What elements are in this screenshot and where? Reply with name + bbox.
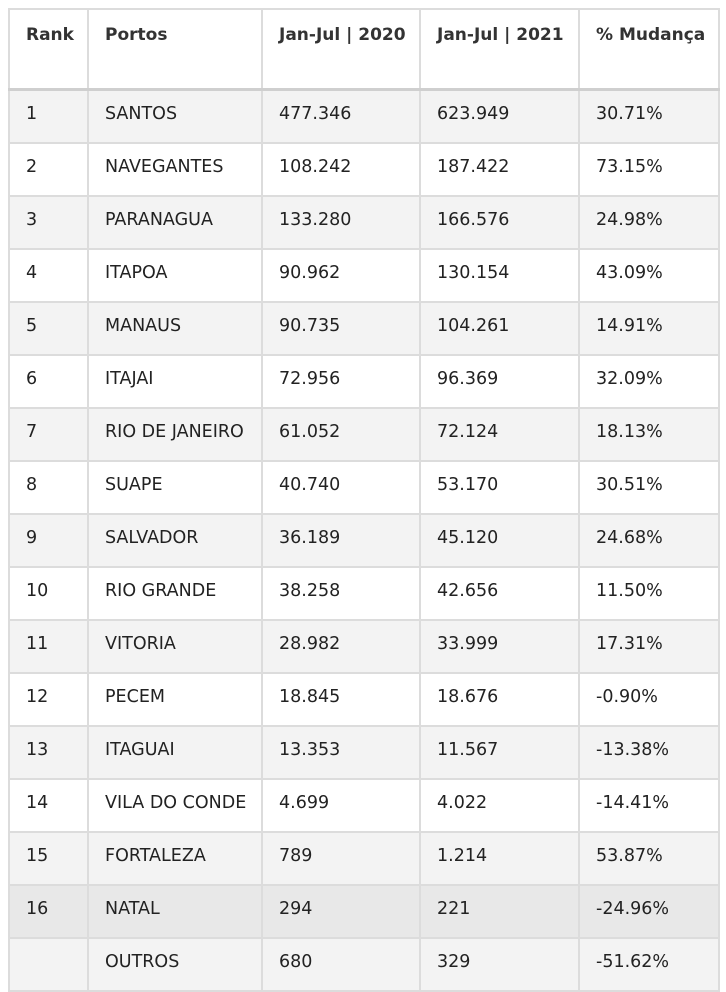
table-header [9, 9, 719, 90]
rank-cell: 16 [9, 885, 88, 938]
value-2020-cell: 680 [262, 938, 420, 991]
port-cell: ITAJAI [88, 355, 262, 408]
value-2020-cell: 38.258 [262, 567, 420, 620]
port-cell: OUTROS [88, 938, 262, 991]
header-rank: Rank [9, 9, 88, 90]
table-row [9, 408, 719, 461]
change-cell: 53.87% [579, 832, 719, 885]
value-2020-cell: 90.962 [262, 249, 420, 302]
value-2021-cell: 45.120 [420, 514, 579, 567]
value-2020-cell: 72.956 [262, 355, 420, 408]
value-2021-cell: 104.261 [420, 302, 579, 355]
value-2020-cell: 294 [262, 885, 420, 938]
change-cell: 73.15% [579, 143, 719, 196]
rank-cell: 11 [9, 620, 88, 673]
table-row [9, 620, 719, 673]
header-2021: Jan-Jul | 2021 [420, 9, 579, 90]
rank-cell: 12 [9, 673, 88, 726]
value-2021-cell: 72.124 [420, 408, 579, 461]
change-cell: 32.09% [579, 355, 719, 408]
value-2021-cell: 187.422 [420, 143, 579, 196]
rank-cell: 8 [9, 461, 88, 514]
table-row [9, 143, 719, 196]
port-cell: ITAPOA [88, 249, 262, 302]
table-row [9, 302, 719, 355]
value-2021-cell: 166.576 [420, 196, 579, 249]
rank-cell: 5 [9, 302, 88, 355]
table-body [9, 90, 719, 992]
change-cell: 17.31% [579, 620, 719, 673]
value-2020-cell: 789 [262, 832, 420, 885]
value-2021-cell: 96.369 [420, 355, 579, 408]
table-row [9, 938, 719, 991]
port-cell: NAVEGANTES [88, 143, 262, 196]
table-row [9, 726, 719, 779]
change-cell: -14.41% [579, 779, 719, 832]
header-2020: Jan-Jul | 2020 [262, 9, 420, 90]
rank-cell [9, 938, 88, 991]
port-cell: NATAL [88, 885, 262, 938]
table-row [9, 249, 719, 302]
change-cell: 30.51% [579, 461, 719, 514]
port-cell: PECEM [88, 673, 262, 726]
table-row [9, 832, 719, 885]
header-change: % Mudança [579, 9, 719, 90]
value-2020-cell: 4.699 [262, 779, 420, 832]
port-cell: VILA DO CONDE [88, 779, 262, 832]
value-2021-cell: 18.676 [420, 673, 579, 726]
change-cell: -51.62% [579, 938, 719, 991]
change-cell: 24.98% [579, 196, 719, 249]
change-cell: 24.68% [579, 514, 719, 567]
rank-cell: 1 [9, 90, 88, 144]
header-port: Portos [88, 9, 262, 90]
value-2020-cell: 18.845 [262, 673, 420, 726]
value-2020-cell: 13.353 [262, 726, 420, 779]
table-row [9, 355, 719, 408]
table-row [9, 885, 719, 938]
table-row [9, 514, 719, 567]
rank-cell: 2 [9, 143, 88, 196]
port-cell: SALVADOR [88, 514, 262, 567]
value-2021-cell: 130.154 [420, 249, 579, 302]
rank-cell: 14 [9, 779, 88, 832]
table-row [9, 779, 719, 832]
value-2021-cell: 329 [420, 938, 579, 991]
value-2021-cell: 11.567 [420, 726, 579, 779]
value-2021-cell: 623.949 [420, 90, 579, 144]
value-2020-cell: 108.242 [262, 143, 420, 196]
header-row [9, 9, 719, 90]
value-2021-cell: 4.022 [420, 779, 579, 832]
port-cell: RIO GRANDE [88, 567, 262, 620]
rank-cell: 7 [9, 408, 88, 461]
port-cell: ITAGUAI [88, 726, 262, 779]
ports-ranking-table [8, 8, 720, 992]
table-row [9, 567, 719, 620]
value-2021-cell: 221 [420, 885, 579, 938]
value-2020-cell: 40.740 [262, 461, 420, 514]
value-2020-cell: 61.052 [262, 408, 420, 461]
change-cell: -13.38% [579, 726, 719, 779]
change-cell: -0.90% [579, 673, 719, 726]
rank-cell: 15 [9, 832, 88, 885]
port-cell: RIO DE JANEIRO [88, 408, 262, 461]
port-cell: SUAPE [88, 461, 262, 514]
table-row [9, 90, 719, 144]
table-row [9, 461, 719, 514]
change-cell: 18.13% [579, 408, 719, 461]
ports-table-container [8, 8, 718, 992]
change-cell: 43.09% [579, 249, 719, 302]
change-cell: 30.71% [579, 90, 719, 144]
value-2020-cell: 477.346 [262, 90, 420, 144]
rank-cell: 10 [9, 567, 88, 620]
port-cell: VITORIA [88, 620, 262, 673]
port-cell: MANAUS [88, 302, 262, 355]
value-2021-cell: 1.214 [420, 832, 579, 885]
value-2020-cell: 28.982 [262, 620, 420, 673]
change-cell: -24.96% [579, 885, 719, 938]
change-cell: 14.91% [579, 302, 719, 355]
table-row [9, 196, 719, 249]
port-cell: SANTOS [88, 90, 262, 144]
change-cell: 11.50% [579, 567, 719, 620]
value-2021-cell: 53.170 [420, 461, 579, 514]
rank-cell: 9 [9, 514, 88, 567]
rank-cell: 3 [9, 196, 88, 249]
value-2020-cell: 90.735 [262, 302, 420, 355]
value-2021-cell: 42.656 [420, 567, 579, 620]
value-2020-cell: 36.189 [262, 514, 420, 567]
value-2020-cell: 133.280 [262, 196, 420, 249]
rank-cell: 13 [9, 726, 88, 779]
port-cell: PARANAGUA [88, 196, 262, 249]
value-2021-cell: 33.999 [420, 620, 579, 673]
table-row [9, 673, 719, 726]
port-cell: FORTALEZA [88, 832, 262, 885]
rank-cell: 6 [9, 355, 88, 408]
rank-cell: 4 [9, 249, 88, 302]
